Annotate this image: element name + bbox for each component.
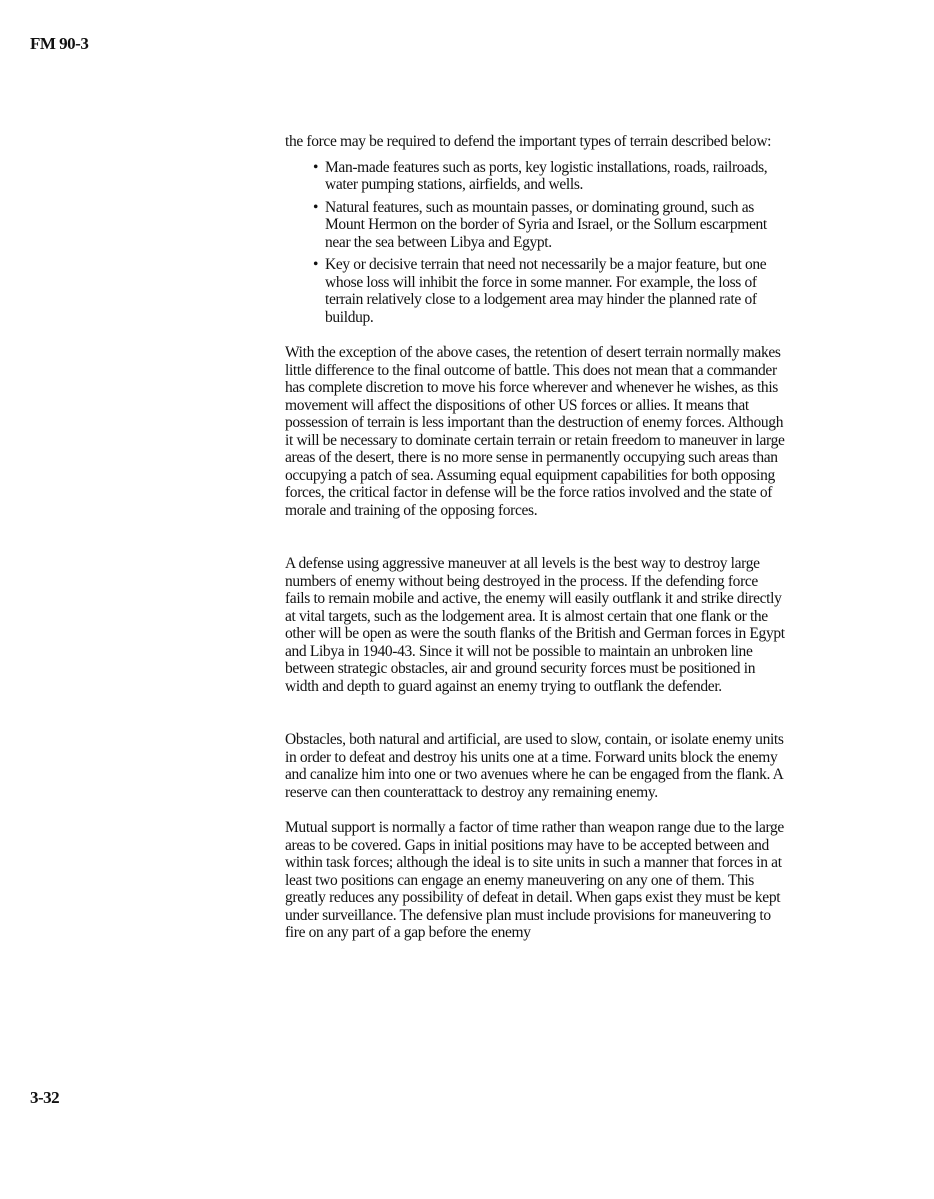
document-header: FM 90-3 <box>30 34 89 53</box>
bullet-icon: • <box>313 158 319 176</box>
terrain-types-list <box>285 159 785 327</box>
paragraph: A defense using aggressive maneuver at all levels is the best way to destroy large numbers of enemy without being destroyed in the process. If the defending force fails to remain mobile and active, the enemy will easily outflank it and strike directly at vital targets, such as the lodgement area. It is almost certain that one flank or the other will be open as were the south flanks of the British and German forces in Egypt and Libya in 1940-43. Since it will not be possible to maintain an unbroken line between strategic obstacles, air and ground security forces must be positioned in width and depth to guard against an enemy trying to outflank the defender. <box>285 555 785 695</box>
intro-paragraph: the force may be required to defend the important types of terrain described below: <box>285 133 772 150</box>
bullet-icon: • <box>313 198 319 216</box>
page-number: 3-32 <box>30 1088 60 1107</box>
list-item <box>313 256 785 326</box>
list-item-text: Natural features, such as mountain passes, or dominating ground, such as Mount Hermon on the border of Syria and Israel, or the Sollum escarpment near the sea between Libya and Egypt. <box>325 198 767 251</box>
paragraph: Obstacles, both natural and artificial, are used to slow, contain, or isolate enemy units in order to defeat and destroy his units one at a time. Forward units block the enemy and canalize him into one or two avenues where he can be engaged from the flank. A reserve can then counterattack to destroy any remaining enemy. <box>285 731 784 801</box>
list-item <box>313 199 785 252</box>
paragraph: With the exception of the above cases, the retention of desert terrain normally makes little difference to the final outcome of battle. This does not mean that a commander has complete discretion to move his force wherever and whenever he wishes, as this movement will affect the dispositions of other US forces or allies. It means that possession of terrain is less important than the destruction of enemy forces. Although it will be necessary to dominate certain terrain or retain freedom to maneuver in large areas of the desert, there is no more sense in permanently occupying such areas than occupying a patch of sea. Assuming equal equipment capabilities for both opposing forces, the critical factor in defense will be the force ratios involved and the state of morale and training of the opposing forces. <box>285 344 785 519</box>
list-item <box>313 159 785 194</box>
paragraph: Mutual support is normally a factor of time rather than weapon range due to the large areas to be covered. Gaps in initial positions may have to be accepted between and within task forces; although the ideal is to site units in such a manner that forces in at least two positions can engage an enemy maneuvering on any one of them. This greatly reduces any possibility of defeat in detail. When gaps exist they must be kept under surveillance. The defensive plan must include provisions for maneuvering to fire on any part of a gap before the enemy <box>285 819 784 941</box>
page-body <box>285 133 785 942</box>
bullet-icon: • <box>313 256 319 273</box>
list-item-text: Key or decisive terrain that need not necessarily be a major feature, but one whose loss will inhibit the force in some manner. For example, the loss of terrain relatively close to a lodgement area may hinder the planned rate of buildup. <box>325 256 767 326</box>
list-item-text: Man-made features such as ports, key logistic installations, roads, railroads, water pumping stations, airfields, and wells. <box>325 158 768 193</box>
